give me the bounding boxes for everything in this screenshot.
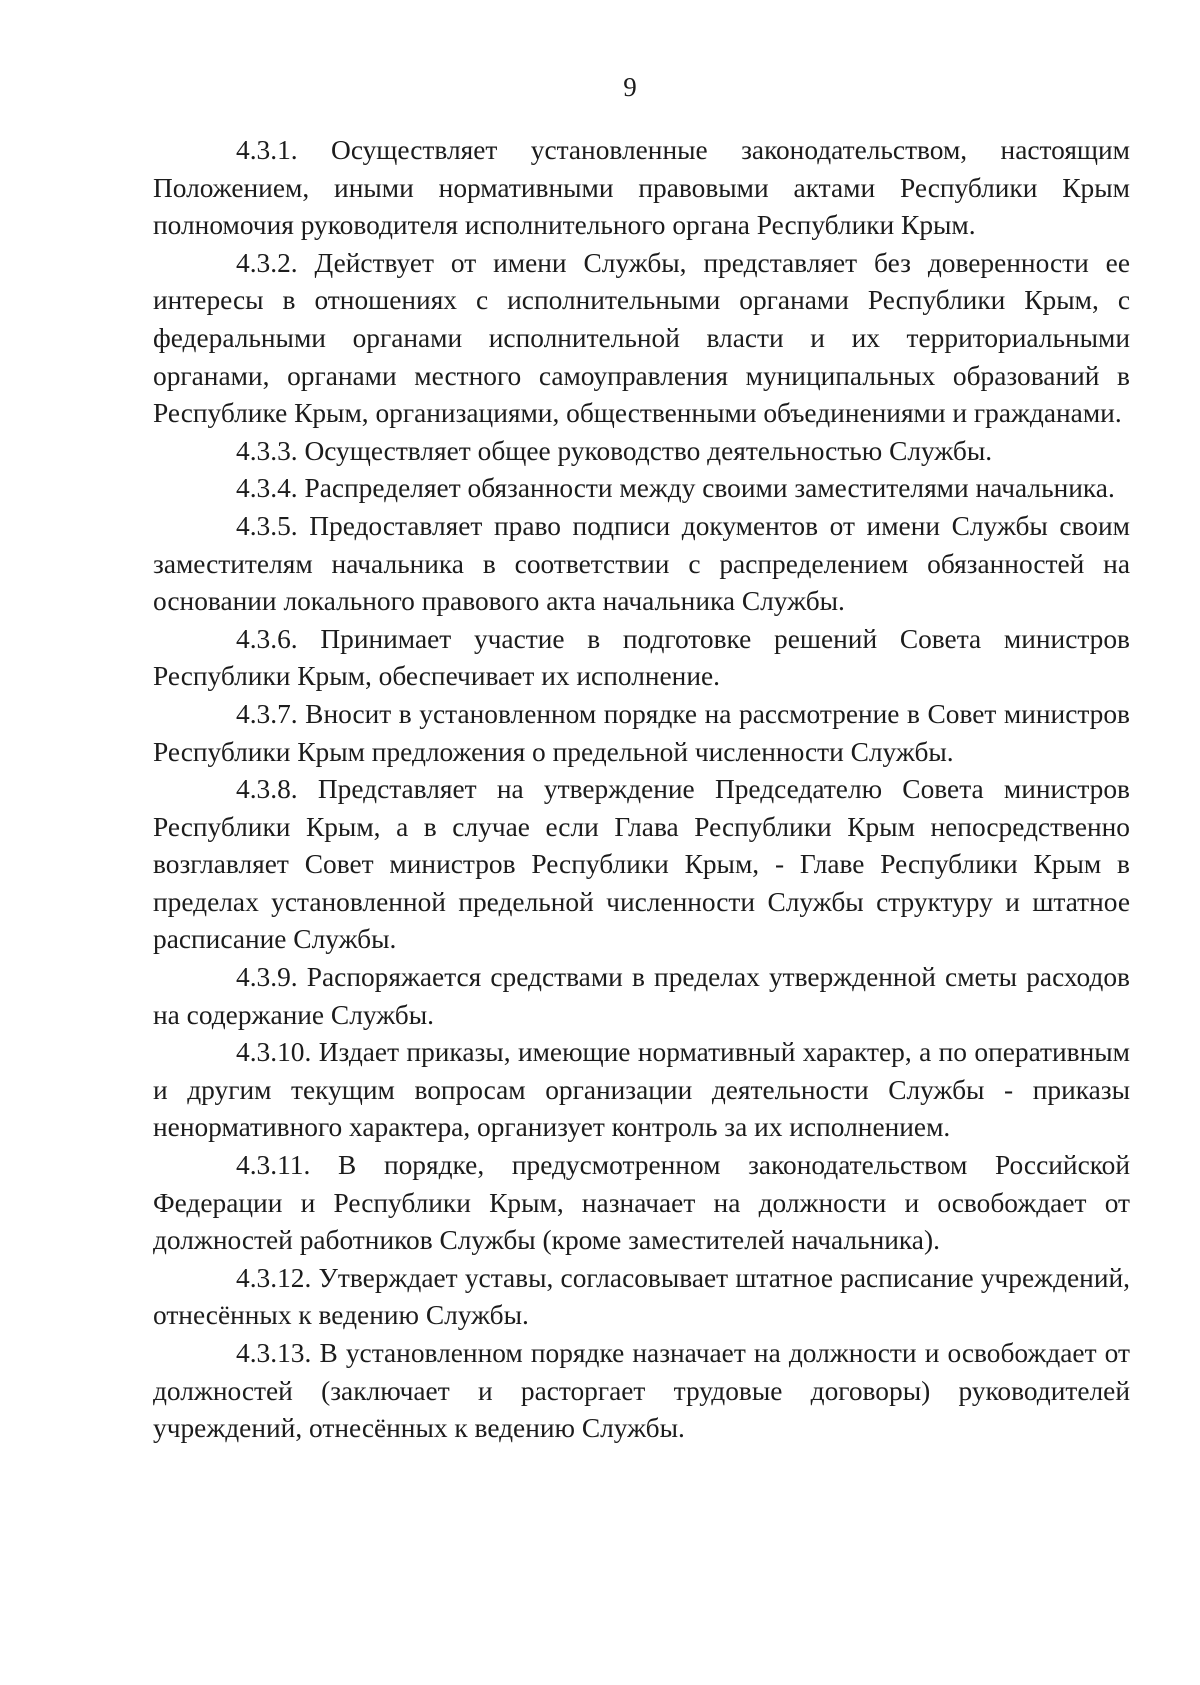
paragraph-4-3-1: 4.3.1. Осуществляет установленные законодательством, настоящим Положением, иными нормативными правовыми актами Республики Крым полномочия руководителя исполнительного органа Республики Крым. bbox=[153, 135, 1130, 241]
paragraph-4-3-6: 4.3.6. Принимает участие в подготовке решений Совета министров Республики Крым, обеспечивает их исполнение. bbox=[153, 623, 1130, 692]
document-body bbox=[153, 132, 1130, 1448]
paragraph-4-3-10: 4.3.10. Издает приказы, имеющие нормативный характер, а по оперативным и другим текущим вопросам организации деятельности Службы - приказы ненормативного характера, организует контроль за их исполнением. bbox=[153, 1037, 1130, 1143]
paragraph-4-3-3: 4.3.3. Осуществляет общее руководство деятельностью Службы. bbox=[236, 435, 993, 466]
paragraph-4-3-13: 4.3.13. В установленном порядке назначает на должности и освобождает от должностей (заключает и расторгает трудовые договоры) руководителей учреждений, отнесённых к ведению Службы. bbox=[153, 1338, 1130, 1444]
page-number: 9 bbox=[623, 72, 637, 102]
paragraph-4-3-7: 4.3.7. Вносит в установленном порядке на рассмотрение в Совет министров Республики Крым предложения о предельной численности Службы. bbox=[153, 698, 1130, 767]
paragraph-4-3-11: 4.3.11. В порядке, предусмотренном законодательством Российской Федерации и Республики Крым, назначает на должности и освобождает от должностей работников Службы (кроме заместителей начальника). bbox=[153, 1150, 1130, 1256]
paragraph-4-3-2: 4.3.2. Действует от имени Службы, представляет без доверенности ее интересы в отношениях с исполнительными органами Республики Крым, с федеральными органами исполнительной власти и их территориальными органами, органами местного самоуправления муниципальных образований в Республике Крым, организациями, общественными объединениями и гражданами. bbox=[153, 247, 1130, 429]
paragraph-4-3-9: 4.3.9. Распоряжается средствами в пределах утвержденной сметы расходов на содержание Службы. bbox=[153, 962, 1130, 1030]
paragraph-4-3-8: 4.3.8. Представляет на утверждение Председателю Совета министров Республики Крым, а в случае если Глава Республики Крым непосредственно возглавляет Совет министров Республики Крым, - Главе Республики Крым в пределах установленной предельной численности Службы структуру и штатное расписание Службы. bbox=[153, 774, 1130, 955]
paragraph-4-3-12: 4.3.12. Утверждает уставы, согласовывает штатное расписание учреждений, отнесённых к ведению Службы. bbox=[153, 1262, 1130, 1331]
paragraph-4-3-5: 4.3.5. Предоставляет право подписи документов от имени Службы своим заместителям начальника в соответствии с распределением обязанностей на основании локального правового акта начальника Службы. bbox=[153, 510, 1130, 617]
paragraph-4-3-4: 4.3.4. Распределяет обязанности между своими заместителями начальника. bbox=[236, 473, 1115, 504]
